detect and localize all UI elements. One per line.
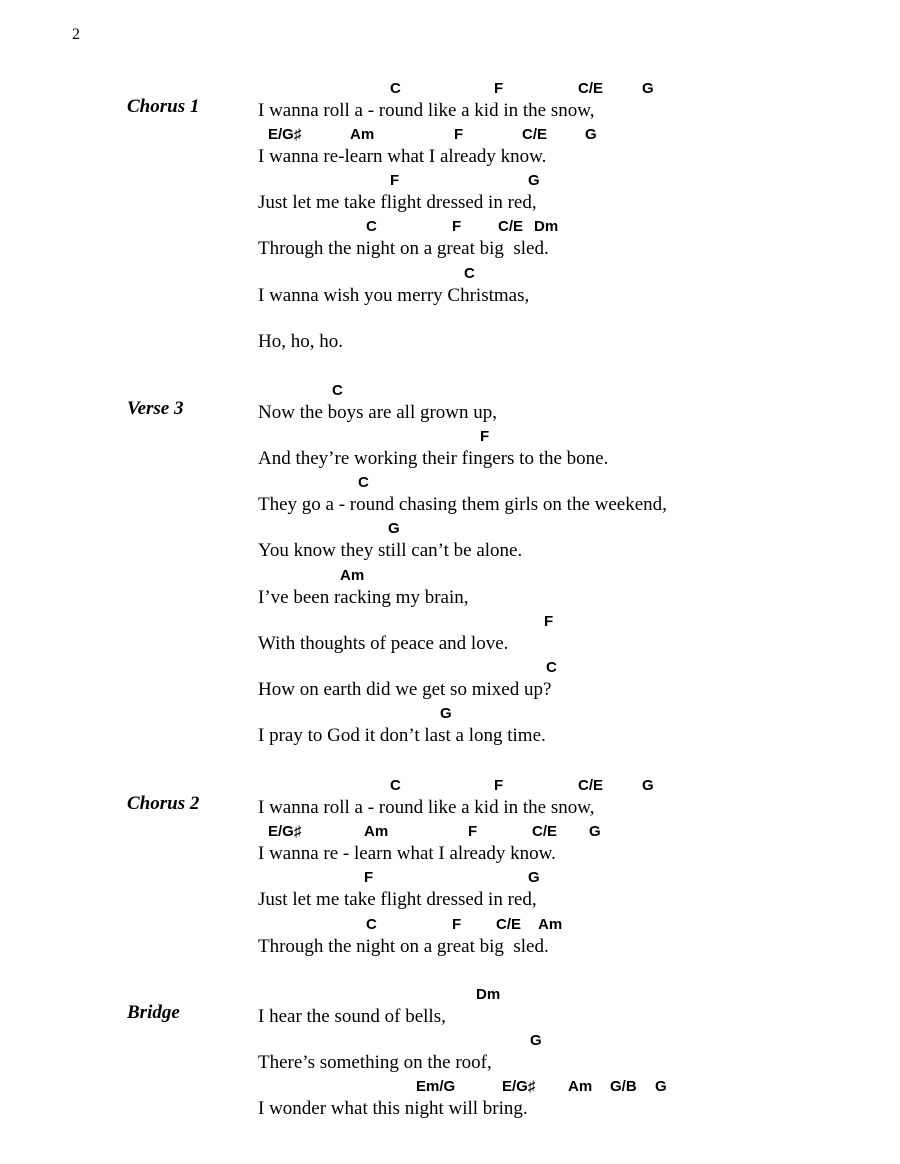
- lyric-line: [258, 613, 878, 657]
- chord-symbol: G: [530, 1032, 542, 1049]
- chord-symbol: F: [494, 80, 504, 97]
- chord-symbol: G: [528, 869, 540, 886]
- lyric-line: [258, 382, 878, 426]
- lyric-text: I wanna re-learn what I already know.: [258, 146, 547, 167]
- chord-symbol: C: [390, 777, 401, 794]
- lyric-text: I’ve been racking my brain,: [258, 587, 469, 608]
- chord-symbol: C: [332, 382, 343, 399]
- section-label: Chorus 1: [127, 96, 200, 117]
- lyric-line: [258, 218, 878, 262]
- lyric-text: I wanna re - learn what I already know.: [258, 843, 556, 864]
- chord-symbol: C: [358, 474, 369, 491]
- lyric-line: [258, 659, 878, 703]
- chord-symbol: G: [388, 520, 400, 537]
- section-label: Bridge: [127, 1002, 180, 1023]
- lyric-line: [258, 705, 878, 749]
- lyric-line: [258, 823, 878, 867]
- chord-symbol: Em/G: [416, 1078, 456, 1095]
- lyric-text: Ho, ho, ho.: [258, 331, 343, 352]
- chord-symbol: F: [480, 428, 490, 445]
- lyric-text: How on earth did we get so mixed up?: [258, 679, 552, 700]
- chord-symbol: G: [528, 172, 540, 189]
- chord-symbol: G: [642, 80, 654, 97]
- chord-symbol: Am: [340, 567, 365, 584]
- lyric-line: [258, 520, 878, 564]
- chord-symbol: F: [454, 126, 464, 143]
- lyric-text: Through the night on a great big sled.: [258, 936, 549, 957]
- section-label: Verse 3: [127, 398, 184, 419]
- lyric-text: Through the night on a great big sled.: [258, 238, 549, 259]
- chord-symbol: F: [390, 172, 400, 189]
- lyric-line: [258, 777, 878, 821]
- chord-symbol: F: [468, 823, 478, 840]
- lyric-line: [258, 1078, 878, 1122]
- lyric-line: [258, 567, 878, 611]
- section-label: Chorus 2: [127, 793, 200, 814]
- lyric-line: [258, 474, 878, 518]
- lyric-text: Just let me take flight dressed in red,: [258, 192, 537, 213]
- chord-symbol: Dm: [476, 986, 501, 1003]
- lyric-text: You know they still can’t be alone.: [258, 540, 523, 561]
- lyric-text: Just let me take flight dressed in red,: [258, 889, 537, 910]
- lyric-line: [258, 311, 878, 355]
- lyric-text: With thoughts of peace and love.: [258, 633, 509, 654]
- chord-symbol: Dm: [534, 218, 559, 235]
- lyric-line: [258, 1032, 878, 1076]
- chord-symbol: G: [440, 705, 452, 722]
- lyric-text: I wanna roll a - round like a kid in the snow,: [258, 797, 595, 818]
- chord-symbol: G: [642, 777, 654, 794]
- chord-symbol: Am: [350, 126, 375, 143]
- lyric-text: Now the boys are all grown up,: [258, 402, 498, 423]
- lyric-text: There’s something on the roof,: [258, 1052, 492, 1073]
- lyric-line: [258, 986, 878, 1030]
- lyric-text: And they’re working their fingers to the bone.: [258, 448, 609, 469]
- chord-symbol: C: [366, 218, 377, 235]
- page-number: 2: [72, 26, 80, 43]
- chord-symbol: Am: [364, 823, 389, 840]
- chord-symbol: F: [452, 218, 462, 235]
- lyric-text: I hear the sound of bells,: [258, 1006, 446, 1027]
- lyric-line: [258, 265, 878, 309]
- lyric-line: [258, 428, 878, 472]
- chord-symbol: G/B: [610, 1078, 637, 1095]
- chord-symbol: F: [494, 777, 504, 794]
- chord-symbol: C: [546, 659, 557, 676]
- lyric-line: [258, 869, 878, 913]
- lyric-line: [258, 172, 878, 216]
- chord-symbol: C/E: [498, 218, 524, 235]
- chord-symbol: C: [390, 80, 401, 97]
- chord-symbol: C/E: [578, 80, 604, 97]
- chord-symbol: G: [655, 1078, 667, 1095]
- chord-symbol: C/E: [532, 823, 558, 840]
- chord-symbol: C/E: [496, 916, 522, 933]
- chord-symbol: F: [544, 613, 554, 630]
- lyric-text: I wanna roll a - round like a kid in the snow,: [258, 100, 595, 121]
- chord-symbol: Am: [538, 916, 563, 933]
- chord-symbol: G: [585, 126, 597, 143]
- lyric-text: I wonder what this night will bring.: [258, 1098, 528, 1119]
- chord-symbol: E/G♯: [268, 126, 302, 143]
- chord-symbol: E/G♯: [502, 1078, 536, 1095]
- lyric-line: [258, 126, 878, 170]
- chord-symbol: Am: [568, 1078, 593, 1095]
- lyric-text: I pray to God it don’t last a long time.: [258, 725, 546, 746]
- chord-symbol: C/E: [522, 126, 548, 143]
- chord-symbol: C: [366, 916, 377, 933]
- chord-symbol: G: [589, 823, 601, 840]
- chord-symbol: F: [364, 869, 374, 886]
- lyric-line: [258, 916, 878, 960]
- lyric-text: They go a - round chasing them girls on the weekend,: [258, 494, 667, 515]
- chord-symbol: C/E: [578, 777, 604, 794]
- chord-symbol: C: [464, 265, 475, 282]
- chord-symbol: E/G♯: [268, 823, 302, 840]
- lyric-text: I wanna wish you merry Christmas,: [258, 285, 530, 306]
- chord-symbol: F: [452, 916, 462, 933]
- lyric-line: [258, 80, 878, 124]
